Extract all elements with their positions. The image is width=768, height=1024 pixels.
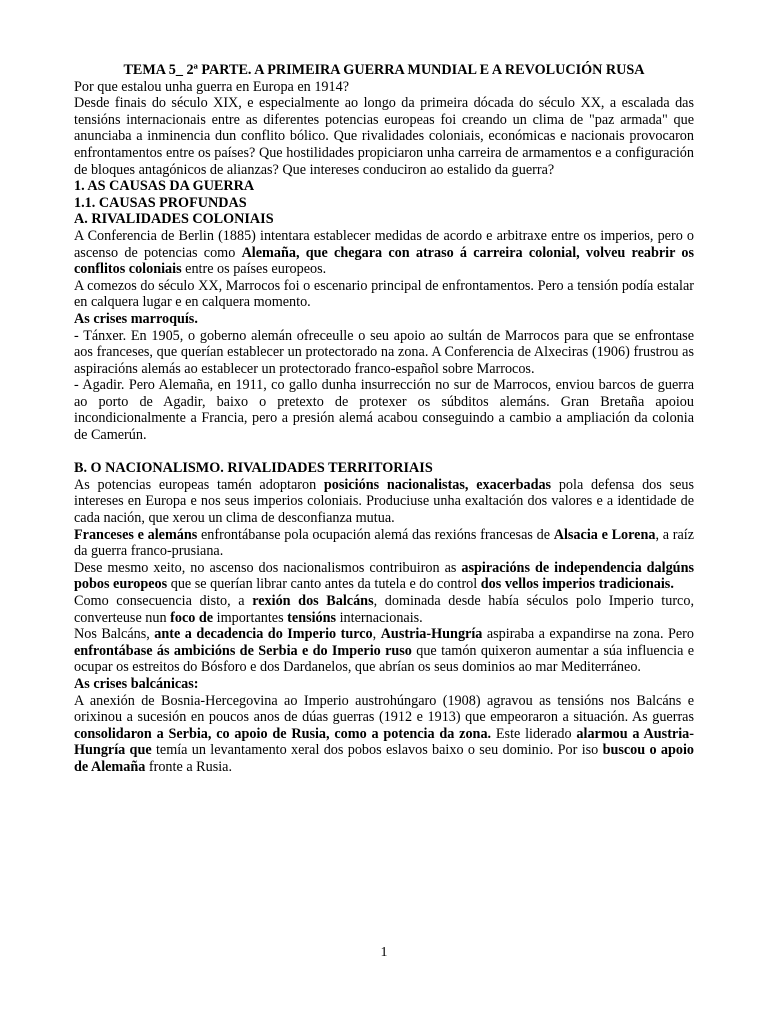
document-page <box>74 62 694 776</box>
heading-balkan-crises: As crises balcánicas: <box>74 675 199 692</box>
section-spacer <box>74 444 694 461</box>
page-number: 1 <box>380 945 388 960</box>
paragraph-austria-hungary: Nos Balcáns, ante a decadencia do Imperio turco, Austria-Hungría aspiraba a expandirse na zona. Pero enfrontábase ás ambicións de Serbia e do Imperio ruso que tamón quixeron aumentar a súa influencia e ocupar os estreitos do Bósforo e dos Dardanelos, que abrían os seus dominios ao mar Mediterráneo. <box>74 626 694 676</box>
paragraph-morocco: A comezos do século XX, Marrocos foi o escenario principal de enfrontamentos. Pero a tensión podía estalar en calquera lugar e en calquera momento. <box>74 277 694 311</box>
heading-colonial-rivalries: A. RIVALIDADES COLONIAIS <box>74 211 274 228</box>
paragraph-tangier: - Tánxer. En 1905, o goberno alemán ofreceulle o seu apoio ao sultán de Marrocos para que se enfrontase aos franceses, que querían establecer un protectorado na zona. A Conferencia de Alxeciras (1906) frustrou as aspiracións alemás ao establecer un protectorado franco-español sobre Marrocos. <box>74 327 694 377</box>
document-title: TEMA 5_ 2ª PARTE. A PRIMEIRA GUERRA MUNDIAL E A REVOLUCIÓN RUSA <box>123 62 645 78</box>
paragraph-alsace-lorraine: Franceses e alemáns enfrontábanse pola ocupación alemá das rexións francesas de Alsacia e Lorena, a raíz da guerra franco-prusiana. <box>74 526 695 560</box>
heading-deep-causes: 1.1. CAUSAS PROFUNDAS <box>74 194 247 211</box>
opening-question: Por que estalou unha guerra en Europa en 1914? <box>74 78 349 95</box>
paragraph-balkans-region: Como consecuencia disto, a rexión dos Balcáns, dominada desde había séculos polo Imperio turco, converteuse nun foco de importantes tensións internacionais. <box>74 593 694 626</box>
heading-moroccan-crises: As crises marroquís. <box>74 310 198 327</box>
paragraph-independence-aspirations: Dese mesmo xeito, no ascenso dos nacionalismos contribuiron as aspiracións de independencia dalgúns pobos europeos que se querían librar canto antes da tutela e do control dos vellos imperios tradicionais. <box>74 559 694 593</box>
heading-nationalism: B. O NACIONALISMO. RIVALIDADES TERRITORIAIS <box>74 460 433 477</box>
intro-paragraph: Desde finais do século XIX, e especialmente ao longo da primeira dócada do século XX, a escalada das tensións internacionais entre as diferentes potencias europeas foi creando un clima de "paz armada" que anunciaba a inminencia dun conflito bólico. Que rivalidades coloniais, económicas e nacionais provocaron enfrontamentos entre os países? Que hostilidades propiciaron unha carreira de armamentos e a configuración de bloques antagónicos de alianzas? Que intereses conduciron ao estalido da guerra? <box>74 95 694 178</box>
paragraph-berlin-conference: A Conferencia de Berlin (1885) intentara establecer medidas de acordo e arbitraxe entre os imperios, pero o ascenso de potencias como Alemaña, que chegara con atraso á carreira colonial, volveu reabrir os conflitos coloniais entre os países europeos. <box>74 227 695 278</box>
paragraph-nationalist-positions: As potencias europeas tamén adoptaron posicións nacionalistas, exacerbadas pola defensa dos seus intereses en Europa e nos seus imperios coloniais. Produciuse unha exaltación dos valores e a identidade de cada nación, que xerou un clima de desconfianza mutua. <box>74 476 694 527</box>
paragraph-agadir: - Agadir. Pero Alemaña, en 1911, co gallo dunha insurrección no sur de Marrocos, enviou barcos de guerra ao porto de Agadir, baixo o pretexto de protexer os súbditos alemáns. Gran Bretaña apoiou incondicionalmente a Francia, pero a presión alemá acabou conseguindo a cambio a ampliación da colonia de Camerún. <box>74 377 694 444</box>
heading-causes: 1. AS CAUSAS DA GUERRA <box>74 178 255 195</box>
paragraph-bosnia-annexation: A anexión de Bosnia-Hercegovina ao Imperio austrohúngaro (1908) agravou as tensións nos Balcáns e orixinou a sucesión en poucos anos de dúas guerras (1912 e 1913) que empeoraron a situación. As guerras consolidaron a Serbia, co apoio de Rusia, como a potencia da zona. Este liderado alarmou a Austria-Hungría que temía un levantamento xeral dos pobos eslavos baixo o seu dominio. Por iso buscou o apoio de Alemaña fronte a Rusia. <box>74 692 694 775</box>
